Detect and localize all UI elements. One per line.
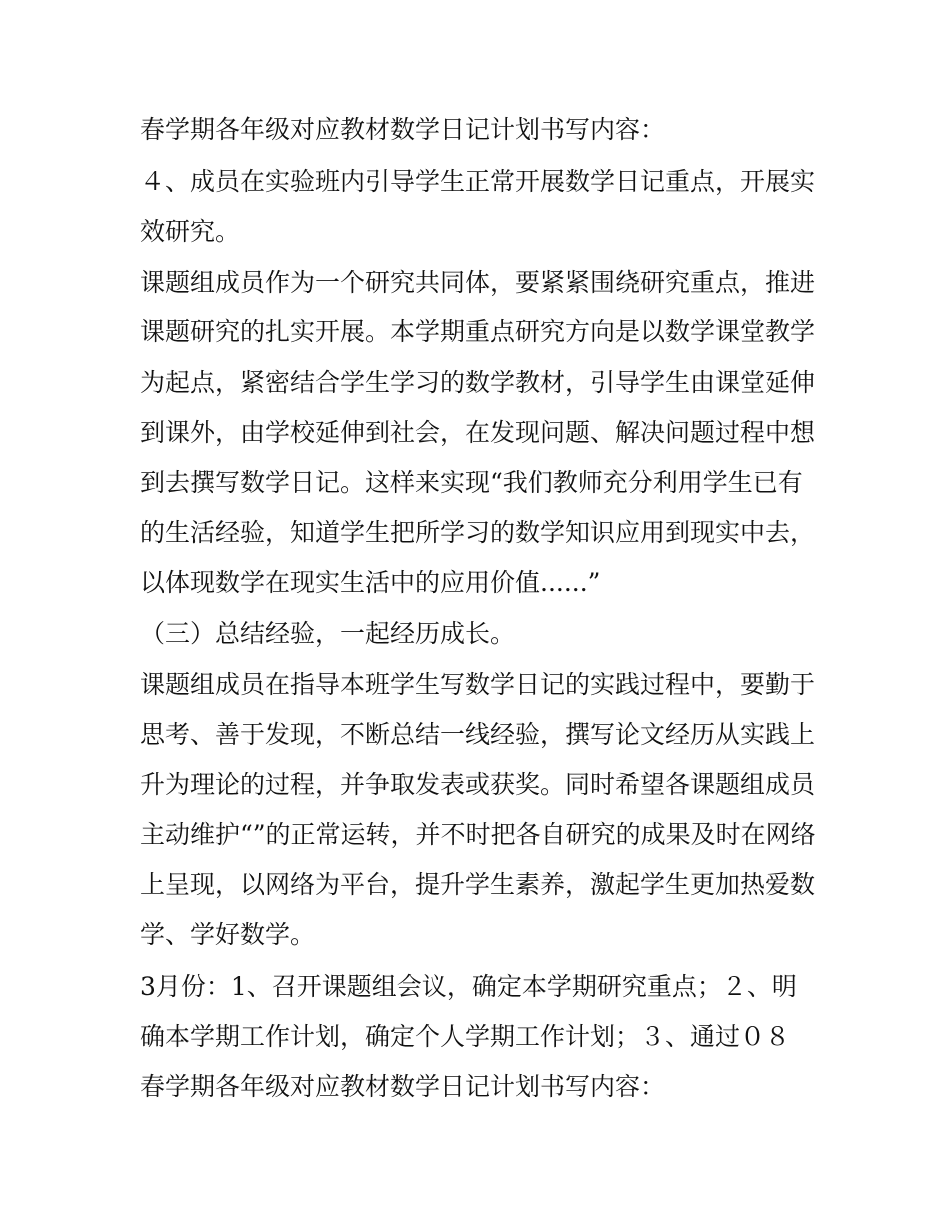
text-line: 效研究。 (140, 217, 241, 246)
text-line: 春学期各年级对应教材数学日记计划书写内容： (140, 115, 666, 144)
text-line: 确本学期工作计划，确定个人学期工作计划；３、通过０８ (140, 1022, 791, 1051)
text-line: 以体现数学在现实生活中的应用价值......” (140, 568, 601, 597)
text-line: 到课外，由学校延伸到社会，在发现问题、解决问题过程中想 (140, 418, 816, 447)
text-line: ４、成员在实验班内引导学生正常开展数学日记重点，开展实 (140, 167, 816, 196)
text-line: 主动维护“”的正常运转，并不时把各自研究的成果及时在网络 (140, 820, 816, 849)
text-line: 春学期各年级对应教材数学日记计划书写内容： (140, 1072, 666, 1101)
text-line: 上呈现，以网络为平台，提升学生素养，激起学生更加热爱数 (140, 870, 816, 899)
text-line: 学、学好数学。 (140, 920, 316, 949)
text-line: 升为理论的过程，并争取发表或获奖。同时希望各课题组成员 (140, 770, 816, 799)
text-line: 为起点，紧密结合学生学习的数学教材，引导学生由课堂延伸 (140, 368, 816, 397)
text-line: 思考、善于发现，不断总结一线经验，撰写论文经历从实践上 (140, 720, 816, 749)
text-line: 的生活经验，知道学生把所学习的数学知识应用到现实中去， (140, 518, 816, 547)
text-line: （三）总结经验，一起经历成长。 (140, 619, 516, 648)
text-line: 课题组成员在指导本班学生写数学日记的实践过程中，要勤于 (140, 670, 816, 699)
text-line: 到去撰写数学日记。这样来实现“我们教师充分利用学生已有 (140, 468, 803, 497)
text-line: 课题组成员作为一个研究共同体，要紧紧围绕研究重点，推进 (140, 268, 816, 297)
text-line: 3月份：1、召开课题组会议，确定本学期研究重点；２、明 (140, 972, 797, 1001)
text-line: 课题研究的扎实开展。本学期重点研究方向是以数学课堂教学 (140, 317, 816, 346)
